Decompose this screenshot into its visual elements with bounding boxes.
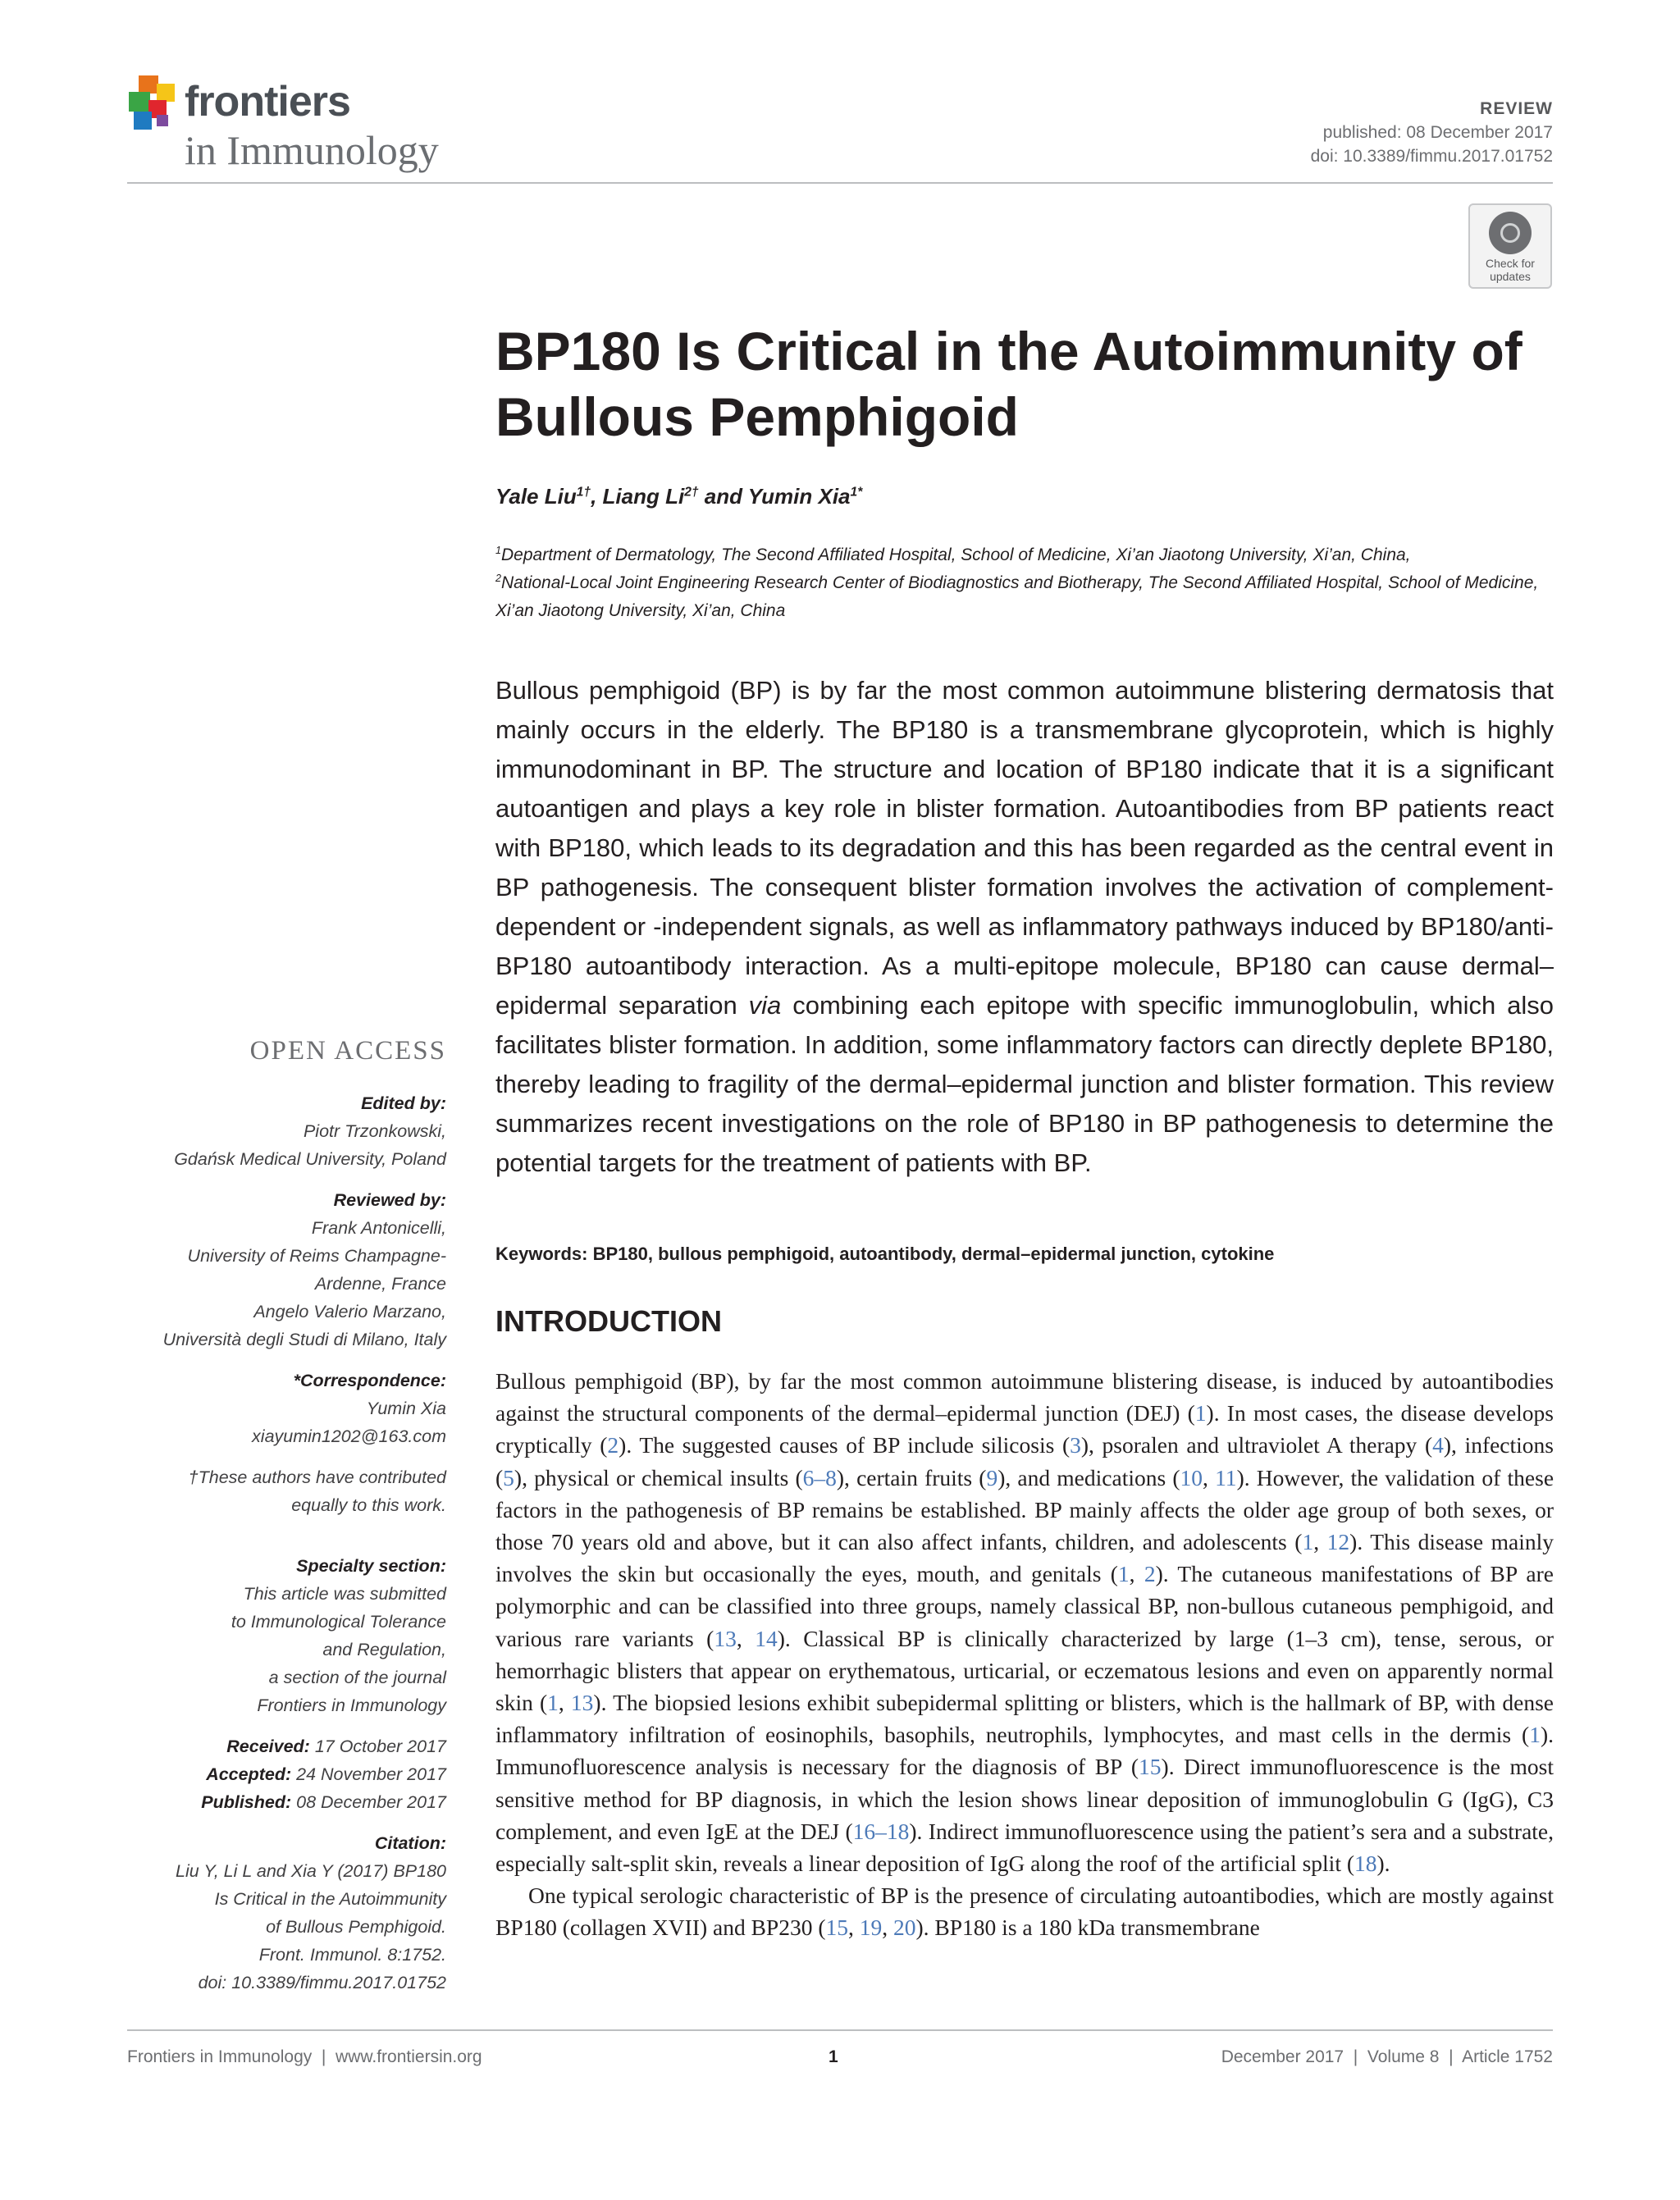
- body-text-segment: ). The cutaneous manifestations of BP are polymorphic and can be classified into three groups, namely classical BP, non-bullous cutaneous pemphigoid, and various rare variants (: [495, 1561, 1554, 1651]
- reference-link[interactable]: 3: [1070, 1432, 1081, 1458]
- reference-link[interactable]: 4: [1432, 1432, 1444, 1458]
- body-text-segment: ,: [1129, 1561, 1144, 1587]
- sidebar-date: [102, 1732, 446, 1760]
- reference-link[interactable]: 10: [1180, 1464, 1203, 1490]
- sidebar-blocks: [102, 1089, 446, 1997]
- reference-link[interactable]: 2: [1144, 1561, 1156, 1587]
- sidebar-line: and Regulation,: [322, 1640, 446, 1659]
- body-text-segment: ,: [1203, 1464, 1216, 1490]
- sidebar-block: [102, 1186, 446, 1353]
- sidebar-date-value: 24 November 2017: [291, 1764, 446, 1784]
- author-name[interactable]: Liang Li: [602, 484, 685, 509]
- sidebar-line: †These authors have contributed: [188, 1467, 446, 1487]
- sidebar-heading: Citation:: [374, 1833, 446, 1853]
- sidebar: [102, 1037, 446, 2010]
- sidebar-line: Angelo Valerio Marzano,: [253, 1302, 446, 1321]
- reference-link[interactable]: 14: [755, 1625, 778, 1651]
- sidebar-date-value: 17 October 2017: [309, 1737, 446, 1756]
- sidebar-block: [102, 1089, 446, 1173]
- affiliation: $^1$Department of Dermatology, The Second Affiliated Hospital, School of Medicine, Xi’an Jiaotong University, Xi’an, China,: [495, 545, 1411, 564]
- sidebar-date-value: 08 December 2017: [291, 1792, 446, 1812]
- published-date: published: 08 December 2017: [1322, 123, 1553, 142]
- sidebar-line: University of Reims Champagne-: [187, 1246, 446, 1266]
- affiliation: $^2$National-Local Joint Engineering Research Center of Biodiagnostics and Biotherapy, The Second Affiliated Hospital, School of Medicine, Xi’an Jiaotong University, Xi’an, China: [495, 573, 1539, 620]
- body-text-segment: ), physical or chemical insults (: [514, 1464, 803, 1490]
- section-heading: INTRODUCTION: [495, 1304, 722, 1338]
- author-separator: and: [698, 484, 748, 509]
- doi-link[interactable]: doi: 10.3389/fimmu.2017.01752: [1310, 147, 1553, 166]
- reference-link[interactable]: 1: [1194, 1400, 1207, 1426]
- sidebar-line: of Bullous Pemphigoid.: [266, 1917, 446, 1937]
- sidebar-line: to Immunological Tolerance: [231, 1612, 446, 1632]
- article-meta: [1311, 97, 1553, 168]
- body-text-segment: ). This disease mainly involves the skin but occasionally the eyes, mouth, and genitals (: [495, 1529, 1554, 1587]
- reference-link[interactable]: 1: [1529, 1722, 1541, 1748]
- reference-link[interactable]: 1: [1117, 1561, 1130, 1587]
- sidebar-line: Università degli Studi di Milano, Italy: [162, 1330, 446, 1349]
- body-text-segment: ), certain fruits (: [836, 1464, 987, 1490]
- body-text-segment: ). Immunofluorescence analysis is necessary for the diagnosis of BP (: [495, 1722, 1554, 1780]
- sidebar-line: Piotr Trzonkowski,: [303, 1121, 446, 1141]
- body-text-segment: Bullous pemphigoid (BP), by far the most common autoimmune blistering disease, is induced by autoantibodies against the structural components of the dermal–epidermal junction (DEJ) (: [495, 1368, 1554, 1426]
- author-list: [495, 484, 1554, 509]
- body-text-segment: ). Direct immunofluorescence is the most sensitive method for BP diagnosis, in which the lesion shows linear deposition of immunoglobulin G (IgG), C3 complement, and even IgE at the DEJ (: [495, 1754, 1554, 1844]
- sidebar-line: xiayumin1202@163.com: [252, 1426, 446, 1446]
- reference-link[interactable]: 16–18: [852, 1818, 910, 1844]
- body-text-segment: ,: [882, 1915, 894, 1941]
- reference-link[interactable]: 13: [570, 1690, 594, 1716]
- sidebar-date: [102, 1788, 446, 1816]
- journal-subtitle: in Immunology: [185, 127, 439, 173]
- body-text-segment: One typical serologic characteristic of BP is the presence of circulating autoantibodies, which are mostly against BP180 (collagen XVII) and BP230 (: [495, 1883, 1554, 1941]
- body-text-segment: ,: [558, 1690, 571, 1716]
- author-affiliation-mark: 2†: [684, 485, 699, 500]
- sidebar-block: [102, 1732, 446, 1816]
- reference-link[interactable]: 15: [825, 1915, 849, 1941]
- body-text-segment: ). BP180 is a 180 kDa transmembrane: [915, 1915, 1260, 1941]
- body-text-segment: ,: [848, 1915, 860, 1941]
- sidebar-heading: Specialty section:: [296, 1556, 446, 1576]
- sidebar-block: [102, 1367, 446, 1450]
- check-for-updates-icon: [1489, 212, 1532, 254]
- body-text: [495, 1365, 1554, 1944]
- page-number: 1: [829, 2047, 838, 2066]
- body-paragraph: [495, 1365, 1554, 1879]
- frontiers-logo-icon: [127, 75, 180, 133]
- journal-name: frontiers: [185, 78, 350, 126]
- body-text-segment: ). However, the validation of these factors in the pathogenesis of BP remains be established. BP mainly affects the older age group of both sexes, or those 70 years old and above, but it can also affect infants, children, and adolescents (: [495, 1464, 1554, 1555]
- reference-link[interactable]: 15: [1139, 1754, 1162, 1780]
- body-text-segment: ). The biopsied lesions exhibit subepidermal splitting or blisters, which is the hallmark of BP, with dense inflammatory infiltration of eosinophils, basophils, neutrophils, lymphocytes, and mast cells in the dermis (: [495, 1690, 1554, 1748]
- sidebar-line: Gdańsk Medical University, Poland: [174, 1149, 446, 1169]
- body-paragraph: [495, 1879, 1554, 1943]
- body-text-segment: ). Classical BP is clinically characterized by large (1–3 cm), tense, serous, or hemorrhagic blisters that appear on erythematous, urticarial, or eczematous lesions and even on apparently normal skin (: [495, 1625, 1554, 1716]
- journal-logo[interactable]: [127, 72, 472, 179]
- check-for-updates-button[interactable]: [1468, 203, 1552, 289]
- reference-link[interactable]: 9: [986, 1464, 998, 1490]
- reference-link[interactable]: 18: [1354, 1851, 1377, 1877]
- sidebar-line: Is Critical in the Autoimmunity: [214, 1889, 446, 1909]
- reference-link[interactable]: 13: [714, 1625, 737, 1651]
- body-text-segment: ,: [736, 1625, 756, 1651]
- footer-divider: [127, 2029, 1553, 2031]
- author-separator: ,: [591, 484, 603, 509]
- sidebar-block: [102, 1552, 446, 1719]
- affiliations: [495, 541, 1554, 625]
- reference-link[interactable]: 20: [893, 1915, 916, 1941]
- article-title: BP180 Is Critical in the Autoimmunity of Bullous Pemphigoid: [495, 321, 1522, 447]
- abstract: Bullous pemphigoid (BP) is by far the most common autoimmune blistering dermatosis that mainly occurs in the elderly. The BP180 is a transmembrane glycoprotein, which is highly immunodominant in BP. The structure and location of BP180 indicate that it is a significant autoantigen and plays a key role in blister formation. Autoantibodies from BP patients react with BP180, which leads to its degradation and this has been regarded as the central event in BP pathogenesis. The consequent blister formation involves the activation of complement-dependent or -independent signals, as well as inflammatory pathways induced by BP180/anti-BP180 autoantibody interaction. As a multi-epitope molecule, BP180 can cause dermal–epidermal separation via combining each epitope with specific immunoglobulin, which also facilitates blister formation. In addition, some inflammatory factors can directly deplete BP180, thereby leading to fragility of the dermal–epidermal junction and blister formation. This review summarizes recent investigations on the role of BP180 in BP pathogenesis to determine the potential targets for the treatment of patients with BP.: [495, 676, 1554, 1177]
- sidebar-line: doi: 10.3389/fimmu.2017.01752: [198, 1973, 446, 1992]
- sidebar-line: Frank Antonicelli,: [311, 1218, 446, 1238]
- author-affiliation-mark: 1†: [576, 485, 591, 500]
- reference-link[interactable]: 19: [859, 1915, 883, 1941]
- sidebar-line: a section of the journal: [268, 1668, 446, 1687]
- sidebar-line: Yumin Xia: [366, 1399, 446, 1418]
- sidebar-heading: Reviewed by:: [333, 1190, 446, 1210]
- sidebar-block: [102, 1463, 446, 1519]
- reference-link[interactable]: 2: [607, 1432, 619, 1458]
- keywords: Keywords: BP180, bullous pemphigoid, autoantibody, dermal–epidermal junction, cytokine: [495, 1244, 1275, 1264]
- body-text-segment: ,: [1313, 1529, 1327, 1555]
- body-text-segment: ). Indirect immunofluorescence using the patient’s sera and a substrate, especially salt-split skin, reveals a linear deposition of IgG along the roof of the artificial split (: [495, 1818, 1554, 1877]
- reference-link[interactable]: 1: [547, 1690, 559, 1716]
- author-affiliation-mark: 1*: [850, 485, 863, 500]
- check-for-updates-label: Check for updates: [1486, 257, 1535, 283]
- sidebar-block: [102, 1829, 446, 1997]
- body-text-segment: ), infections (: [495, 1432, 1554, 1490]
- footer-issue-info: December 2017 | Volume 8 | Article 1752: [1221, 2047, 1553, 2066]
- sidebar-heading: Edited by:: [361, 1093, 446, 1113]
- reference-link[interactable]: 1: [1302, 1529, 1314, 1555]
- sidebar-date-label: Accepted:: [206, 1764, 292, 1784]
- author-name[interactable]: Yumin Xia: [747, 484, 851, 509]
- header-divider: [127, 182, 1553, 184]
- body-text-segment: ). The suggested causes of BP include silicosis (: [619, 1432, 1071, 1458]
- sidebar-line: equally to this work.: [291, 1495, 446, 1515]
- sidebar-date: [102, 1760, 446, 1788]
- sidebar-line: Front. Immunol. 8:1752.: [258, 1945, 446, 1965]
- sidebar-line: Liu Y, Li L and Xia Y (2017) BP180: [176, 1861, 446, 1881]
- sidebar-line: Ardenne, France: [314, 1274, 446, 1294]
- reference-link[interactable]: 12: [1326, 1529, 1350, 1555]
- author-name[interactable]: Yale Liu: [495, 484, 577, 509]
- open-access-label: OPEN ACCESS: [249, 1036, 446, 1066]
- sidebar-spacer: [102, 1532, 446, 1552]
- body-text-segment: ), and medications (: [998, 1464, 1180, 1490]
- sidebar-line: This article was submitted: [243, 1584, 446, 1604]
- article-type: REVIEW: [1480, 99, 1553, 118]
- reference-link[interactable]: 11: [1215, 1464, 1237, 1490]
- footer-journal-site[interactable]: Frontiers in Immunology | www.frontiersin.org: [127, 2047, 482, 2066]
- sidebar-line: Frontiers in Immunology: [257, 1696, 446, 1715]
- reference-link[interactable]: 6–8: [802, 1464, 837, 1490]
- reference-link[interactable]: 5: [503, 1464, 514, 1490]
- body-text-segment: ). In most cases, the disease develops cryptically (: [495, 1400, 1554, 1458]
- sidebar-date-label: Published:: [201, 1792, 292, 1812]
- sidebar-heading: *Correspondence:: [293, 1371, 446, 1390]
- body-text-segment: ), psoralen and ultraviolet A therapy (: [1080, 1432, 1433, 1458]
- sidebar-date-label: Received:: [226, 1737, 310, 1756]
- body-text-segment: ).: [1376, 1851, 1390, 1877]
